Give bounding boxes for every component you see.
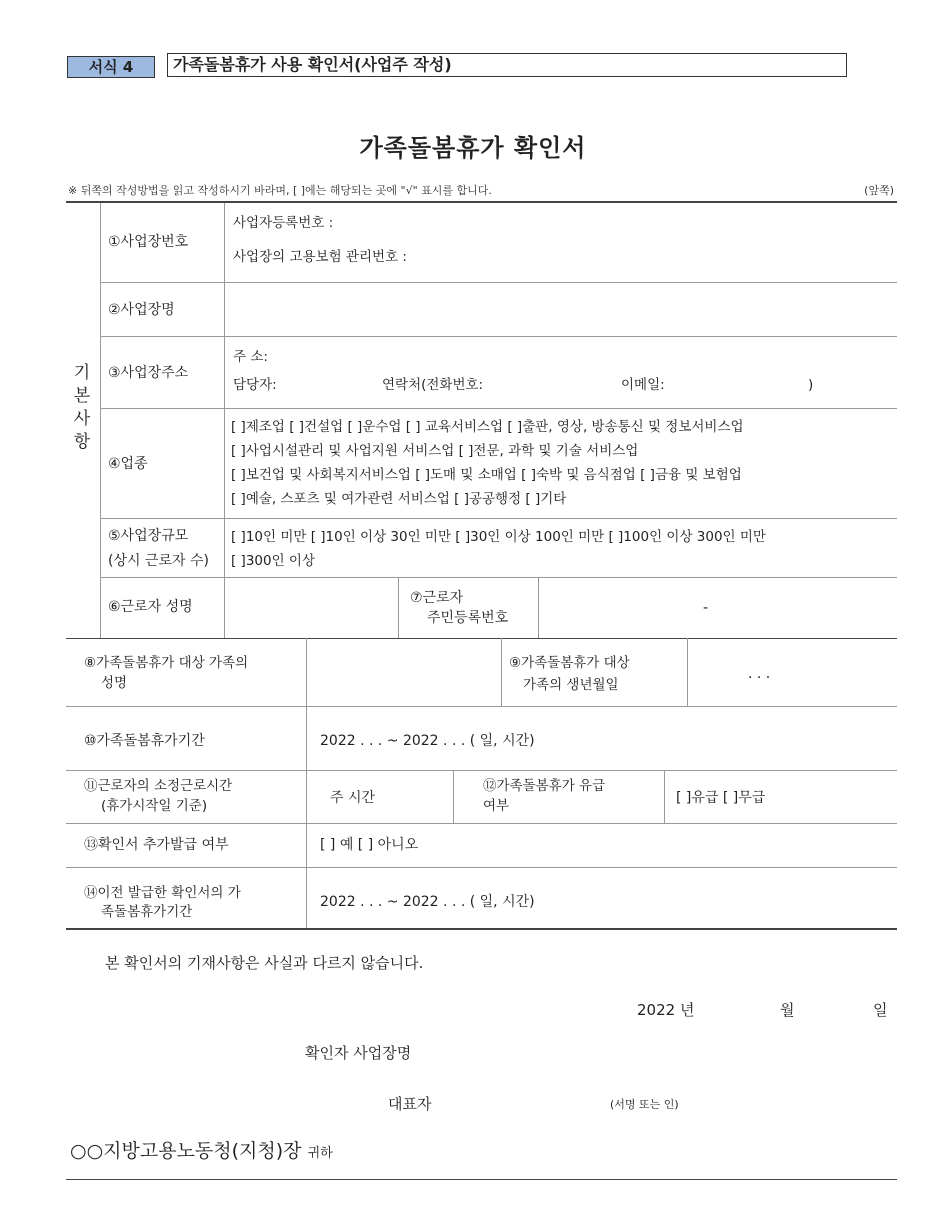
instruction-note: ※ 뒤쪽의 작성방법을 읽고 작성하시기 바라며, [ ]에는 해당되는 곳에 "√" 표시를 합니다. <box>68 184 492 197</box>
field-label-working-hours: ⑪근로자의 소정근로시간 <box>84 778 233 794</box>
working-hours-field[interactable]: 주 시간 <box>330 790 376 806</box>
size-options-1[interactable]: [ ]10인 미만 [ ]10인 이상 30인 미만 [ ]30인 이상 100인 미만 [ ]100인 이상 300인 미만 <box>231 529 766 545</box>
table-top-border <box>66 201 897 203</box>
signature-hint: (서명 또는 인) <box>610 1098 679 1111</box>
field-label-resident-number: ⑦근로자 <box>410 590 464 606</box>
field-label-family-name: ⑧가족돌봄휴가 대상 가족의 <box>84 655 249 671</box>
business-name-field[interactable] <box>226 284 896 334</box>
field-label-worker-name: ⑥근로자 성명 <box>108 599 193 615</box>
field-label-address: ③사업장주소 <box>108 365 189 381</box>
manager-field[interactable]: 담당자: <box>233 377 277 393</box>
field-label-family-birth-sub: 가족의 생년월일 <box>523 677 619 693</box>
field-label-family-birth: ⑨가족돌봄휴가 대상 <box>509 655 630 671</box>
email-field[interactable]: 이메일: <box>621 377 665 393</box>
contact-close-paren: ) <box>808 377 814 393</box>
business-reg-number[interactable]: 사업자등록번호 : <box>233 215 334 231</box>
field-label-working-hours-sub: (휴가시작일 기준) <box>101 798 208 814</box>
industry-options-3[interactable]: [ ]보건업 및 사회복지서비스업 [ ]도매 및 소매업 [ ]숙박 및 음식점업 [ ]금융 및 보험업 <box>231 467 742 483</box>
field-label-resident-number-sub: 주민등록번호 <box>427 610 509 626</box>
section-label-basic: 기 본 사 항 <box>73 363 91 452</box>
field-label-size-sub: (상시 근로자 수) <box>108 553 209 569</box>
leave-period-field[interactable]: 2022 . . . ~ 2022 . . . ( 일, 시간) <box>320 733 535 749</box>
family-name-field[interactable] <box>308 640 499 704</box>
form-subtitle: 가족돌봄휴가 사용 확인서(사업주 작성) <box>167 53 847 77</box>
family-birth-field[interactable]: . . . <box>748 666 771 682</box>
size-options-2[interactable]: [ ]300인 이상 <box>231 553 316 569</box>
field-label-industry: ④업종 <box>108 456 148 472</box>
field-label-business-number: ①사업장번호 <box>108 234 189 250</box>
field-label-paid: ⑫가족돌봄휴가 유급 <box>483 778 606 794</box>
date-year[interactable]: 2022 년 <box>637 1001 695 1019</box>
field-label-previous-period: ⑭이전 발급한 확인서의 가 <box>84 885 241 901</box>
label-divider <box>224 203 225 638</box>
ceo-field[interactable]: 대표자 <box>388 1095 432 1113</box>
page-bottom-border <box>66 1179 897 1180</box>
field-label-family-name-sub: 성명 <box>101 675 128 691</box>
recipient: ○○지방고용노동청(지청)장 귀하 <box>70 1140 333 1162</box>
date-day[interactable]: 일 <box>873 1001 888 1019</box>
confirmer-business-name[interactable]: 확인자 사업장명 <box>305 1044 412 1062</box>
field-label-size: ⑤사업장규모 <box>108 528 189 544</box>
field-label-business-name: ②사업장명 <box>108 302 175 318</box>
section-divider <box>100 203 101 638</box>
previous-period-field[interactable]: 2022 . . . ~ 2022 . . . ( 일, 시간) <box>320 894 535 910</box>
employment-insurance-number[interactable]: 사업장의 고용보험 관리번호 : <box>233 249 407 265</box>
address-field[interactable]: 주 소: <box>233 349 268 365</box>
reissue-options[interactable]: [ ] 예 [ ] 아니오 <box>320 837 419 853</box>
industry-options-1[interactable]: [ ]제조업 [ ]건설업 [ ]운수업 [ ] 교육서비스업 [ ]출판, 영상, 방송통신 및 정보서비스업 <box>231 419 744 435</box>
document-title: 가족돌봄휴가 확인서 <box>359 134 587 162</box>
page-side: (앞쪽) <box>864 184 894 197</box>
date-month[interactable]: 월 <box>780 1001 795 1019</box>
resident-number-field[interactable]: - <box>703 600 709 616</box>
contact-phone-field[interactable]: 연락처(전화번호: <box>382 377 484 393</box>
field-label-reissue: ⑬확인서 추가발급 여부 <box>84 837 229 853</box>
industry-options-4[interactable]: [ ]예술, 스포츠 및 여가관련 서비스업 [ ]공공행정 [ ]기타 <box>231 491 567 507</box>
field-label-paid-sub: 여부 <box>483 798 510 814</box>
field-label-leave-period: ⑩가족돌봄휴가기간 <box>84 733 205 749</box>
form-number: 서식 4 <box>67 56 155 78</box>
worker-name-field[interactable] <box>226 579 396 636</box>
paid-options[interactable]: [ ]유급 [ ]무급 <box>676 790 766 806</box>
statement: 본 확인서의 기재사항은 사실과 다르지 않습니다. <box>105 954 424 972</box>
industry-options-2[interactable]: [ ]사업시설관리 및 사업지원 서비스업 [ ]전문, 과학 및 기술 서비스업 <box>231 443 639 459</box>
recipient-suffix: 귀하 <box>307 1146 333 1161</box>
field-label-previous-period-sub: 족돌봄휴가기간 <box>101 904 193 920</box>
